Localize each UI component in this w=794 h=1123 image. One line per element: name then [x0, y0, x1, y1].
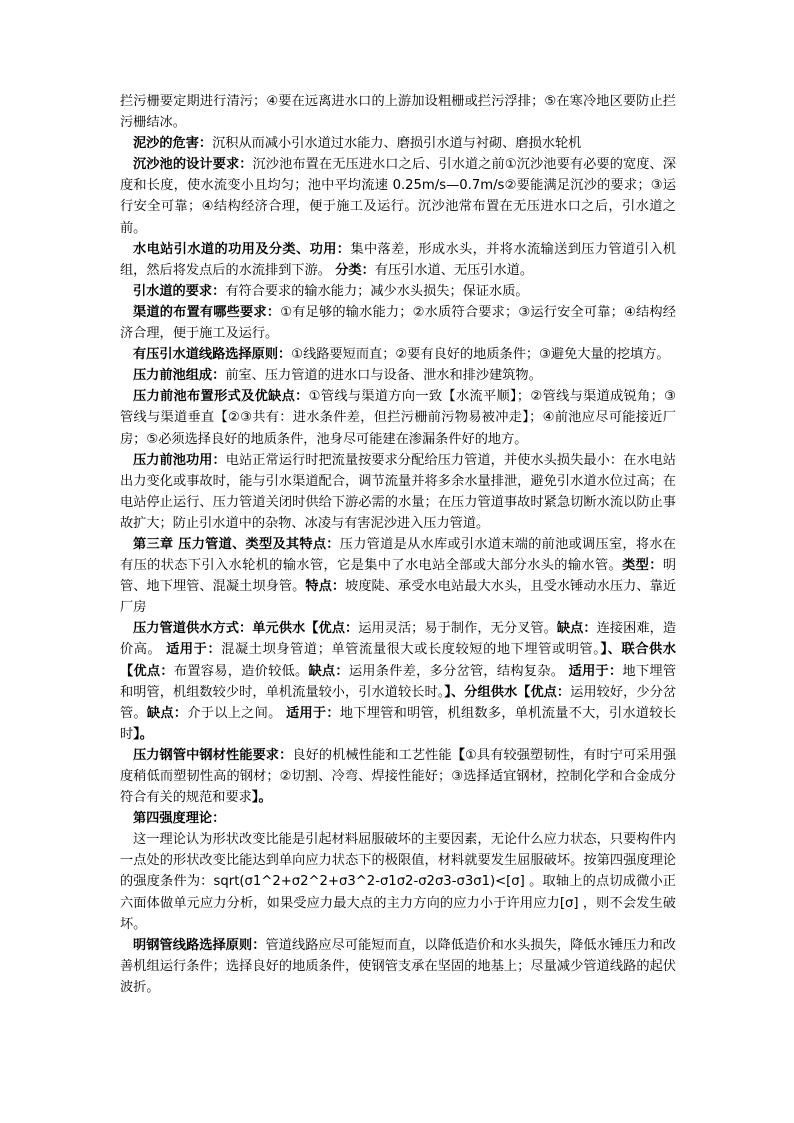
- body-text: 地下埋管和明管，机组数多，单机流量不大，引水道较长时: [120, 705, 677, 742]
- body-text: 有符合要求的输水能力；减少水头损失；保证水质。: [225, 283, 529, 299]
- body-text: 介于以上之间。: [187, 705, 286, 721]
- bold-heading-text: 】、联合供水【: [120, 642, 676, 679]
- paragraph: [120, 745, 676, 808]
- body-text: ①管线与渠道方向一致【水流平顺】；②管线与渠道成锐角；③管线与渠道垂直【②③共有：进水条件差，但拦污栅前污物易被冲走】；④前池应尽可能接近厂房；⑤必须选择良好的地质条件，池身尽可能建在渗漏条件好的地方。: [120, 389, 676, 447]
- body-text: 运用条件差，多分岔管，结构复杂。: [348, 663, 569, 679]
- body-text: 良好的机械性能和工艺性能: [292, 747, 452, 763]
- bold-heading-text: 适用于：: [568, 663, 623, 679]
- paragraph: [120, 935, 676, 998]
- body-text: 这一理论认为形状改变比能是引起材料屈服破坏的主要因素，无论什么应力状态，只要构件内一点处的形状改变比能达到单向应力状态下的极限值，材料就要发生屈服破坏。按第四强度理论的强度条件为：sqrt(σ1^2+σ2^2+σ3^2-σ1σ2-σ2σ3-σ3σ1)<[σ] 。取轴上的点切成微小正六面体做单元应力分析，如果受应力最大点的主力方向的应力小于许用应力[σ] ，则不会发生破坏。: [120, 832, 676, 932]
- paragraph: [120, 386, 676, 449]
- bold-heading-text: 】。: [251, 790, 272, 806]
- bold-heading-text: 优点：: [318, 621, 359, 637]
- bold-heading-text: 分类：: [335, 262, 375, 278]
- bold-heading-text: 缺点：: [146, 705, 188, 721]
- body-text: ①线路要短而直；②要有良好的地质条件；③避免大量的挖填方。: [291, 347, 670, 363]
- paragraph: [120, 154, 676, 238]
- paragraph: [120, 133, 676, 154]
- bold-heading-text: 】、分组供水【: [444, 684, 531, 700]
- bold-heading-text: 压力前池布置形式及优缺点：: [133, 389, 309, 405]
- paragraph: [120, 344, 676, 365]
- paragraph: [120, 534, 676, 618]
- paragraph: [120, 808, 676, 829]
- paragraph: [120, 302, 676, 344]
- bold-heading-text: 适用于：: [285, 705, 340, 721]
- body-text: 运用较好，少分岔管。: [120, 684, 677, 721]
- bold-heading-text: 泥沙的危害：: [133, 136, 213, 152]
- bold-heading-text: 】。: [133, 726, 153, 742]
- body-text: 地下埋管和明管，机组数较少时，单机流量较小，引水道较长时。: [120, 663, 677, 700]
- body-text: 明管、地下埋管、混凝土坝身管。: [120, 558, 677, 595]
- paragraph: [120, 618, 676, 745]
- bold-heading-text: 优点：: [133, 663, 174, 679]
- body-text: 运用灵活；易于制作，无分叉管。: [358, 621, 557, 637]
- bold-heading-text: 渠道的布置有哪些要求：: [133, 304, 281, 320]
- bold-heading-text: 压力钢管中钢材性能要求：: [133, 747, 293, 763]
- body-text: ①具有较强塑韧性，有时宁可采用强度稍低而塑韧性高的钢材；②切割、冷弯、焊接性能好；③选择适宜钢材，控制化学和合金成分符合有关的规范和要求: [120, 747, 677, 806]
- bold-heading-text: 【: [451, 747, 465, 763]
- paragraph: [120, 281, 676, 302]
- bold-heading-text: 适用于：: [166, 642, 222, 658]
- bold-heading-text: 缺点：: [308, 663, 349, 679]
- bold-heading-text: 压力管道供水方式：: [133, 621, 253, 637]
- body-text: 连接困难，造价高。: [120, 621, 677, 658]
- bold-heading-text: 第四强度理论：: [133, 811, 226, 827]
- body-text: 前室、压力管道的进水口与设备、泄水和排沙建筑物。: [225, 368, 542, 384]
- body-text: 压力管道是从水库或引水道末端的前池或调压室，将水在有压的状态下引入水轮机的输水管，它是集中了水电站全部或大部分水头的输水管。: [120, 536, 676, 574]
- body-text: 拦污栅要定期进行清污；④要在远离进水口的上游加设粗栅或拦污浮排；⑤在寒冷地区要防止拦污栅结冰。: [120, 94, 676, 131]
- document-page: [120, 91, 676, 998]
- bold-heading-text: 有压引水道线路选择原则：: [133, 347, 292, 363]
- bold-heading-text: 特点：: [305, 579, 346, 595]
- body-text: 电站正常运行时把流量按要求分配给压力管道，并使水头损失最小：在水电站出力变化或事故时，能与引水渠道配合，调节流量并将多余水量排泄，避免引水道水位过高；在电站停止运行、压力管道关闭时供给下游必需的水量；在压力管道事故时紧急切断水流以防止事故扩大；防止引水道中的杂物、冰凌与有害泥沙进入压力管道。: [120, 452, 676, 531]
- body-text: 布置容易，造价较低。: [173, 663, 309, 679]
- bold-heading-text: 水电站引水道的功用及分类、功用：: [133, 241, 351, 257]
- bold-heading-text: 压力前池组成：: [133, 368, 226, 384]
- bold-heading-text: 第三章 压力管道、类型及其特点：: [133, 536, 340, 552]
- bold-heading-text: 优点：: [530, 684, 571, 700]
- bold-heading-text: 类型：: [622, 558, 663, 574]
- body-text: 混凝土坝身管道；单管流量很大或长度较短的地下埋管或明管。: [221, 642, 601, 658]
- bold-heading-text: 单元供水【: [252, 621, 319, 637]
- paragraph: [120, 239, 676, 281]
- bold-heading-text: 缺点：: [556, 621, 597, 637]
- bold-heading-text: 压力前池功用：: [133, 452, 226, 468]
- body-text: 集中落差，形成水头，并将水流输送到压力管道引入机组，然后将发点后的水流排到下游。: [120, 241, 676, 278]
- bold-heading-text: 引水道的要求：: [133, 283, 226, 299]
- body-text: 管道线路应尽可能短而直，以降低造价和水头损失，降低水锤压力和改善机组运行条件；选择良好的地质条件，使钢管支承在坚固的地基上；尽量减少管道线路的起伏波折。: [120, 937, 676, 995]
- bold-heading-text: 沉沙池的设计要求：: [133, 157, 253, 173]
- body-text: 有压引水道、无压引水道。: [374, 262, 534, 278]
- body-text: ①有足够的输水能力；②水质符合要求；③运行安全可靠；④结构经济合理，便于施工及运行。: [120, 304, 676, 342]
- body-text: 坡度陡、承受水电站最大水头，且受水锤动水压力、靠近厂房: [120, 579, 677, 616]
- bold-heading-text: 明钢管线路选择原则：: [133, 937, 266, 953]
- paragraph: [120, 365, 676, 386]
- paragraph: [120, 450, 676, 534]
- paragraph: [120, 829, 676, 934]
- paragraph: [120, 91, 676, 133]
- body-text: 沉沙池布置在无压进水口之后、引水道之前①沉沙池要有必要的宽度、深度和长度，使水流变小且均匀；池中平均流速 0.25m/s—0.7m/s②要能满足沉沙的要求；③运行安全可靠；④结构经济合理，便于施工及运行。沉沙池常布置在无压进水口之后，引水道之前。: [120, 157, 676, 236]
- body-text: 沉积从而减小引水道过水能力、磨损引水道与衬砌、磨损水轮机: [212, 136, 582, 152]
